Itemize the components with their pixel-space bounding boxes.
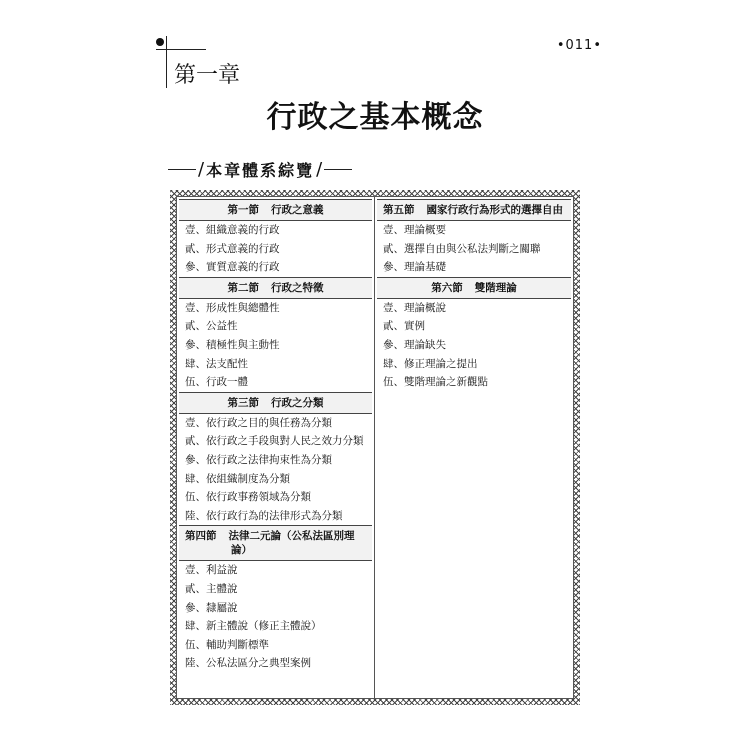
- section-title: 國家行政行為形式的選擇自由: [426, 204, 563, 216]
- outline-item: 陸、依行政行為的法律形式為分類: [185, 509, 343, 522]
- outline-item: 伍、雙階理論之新觀點: [383, 376, 488, 389]
- outline-item: 壹、形成性與總體性: [185, 301, 280, 314]
- section-title: 行政之分類: [271, 396, 324, 409]
- outline-item: 參、理論基礎: [383, 261, 446, 274]
- outline-item: 參、積極性與主動性: [185, 338, 280, 351]
- section-heading: [179, 277, 372, 299]
- section-heading: [179, 199, 372, 221]
- outline-item: 肆、新主體說（修正主體說）: [185, 620, 322, 633]
- outline-item: 貳、依行政之手段與對人民之效力分類: [185, 435, 364, 448]
- corner-rule-horizontal: [156, 49, 206, 50]
- section-5: [377, 199, 571, 277]
- chapter-title: 行政之基本概念: [266, 100, 484, 135]
- outline-item: 陸、公私法區分之典型案例: [185, 657, 311, 670]
- section-number: 第一節: [227, 204, 259, 216]
- section-heading: [179, 525, 372, 561]
- outline-item: 肆、修正理論之提出: [383, 357, 478, 370]
- overview-mark-left: /: [198, 159, 205, 180]
- corner-dot: [156, 38, 164, 46]
- outline-item: 貳、選擇自由與公私法判斷之關聯: [383, 242, 541, 255]
- outline-item: 貳、實例: [383, 320, 425, 333]
- outline-item: 壹、理論概說: [383, 301, 446, 314]
- section-1: [179, 199, 372, 277]
- outline-item: 壹、理論概要: [383, 224, 446, 236]
- section-number: 第二節: [227, 281, 259, 294]
- overview-rule-right: [324, 169, 352, 170]
- outline-item: 參、理論缺失: [383, 338, 446, 351]
- outline-right-column: [375, 197, 573, 698]
- overview-heading: [168, 158, 352, 181]
- corner-rule-vertical: [166, 36, 167, 88]
- section-number: 第四節: [185, 530, 217, 543]
- overview-title: 本章體系綜覽: [206, 161, 315, 180]
- outline-left-column: [177, 197, 375, 698]
- section-2: [179, 277, 372, 392]
- outline-item: 伍、行政一體: [185, 376, 248, 389]
- section-title: 法律二元論（公私法區別理: [228, 530, 355, 543]
- section-heading: [377, 277, 571, 299]
- outline-item: 壹、利益說: [185, 564, 238, 577]
- outline-item: 肆、依組織制度為分類: [185, 472, 290, 485]
- outline-item: 貳、公益性: [185, 320, 238, 333]
- outline-item: 壹、組織意義的行政: [185, 224, 280, 236]
- section-title: 行政之意義: [271, 204, 324, 216]
- section-heading: [179, 392, 372, 414]
- page-number: •011•: [556, 38, 602, 53]
- outline-item: 伍、輔助判斷標準: [185, 638, 269, 651]
- section-heading: [377, 199, 571, 221]
- section-6: [377, 277, 571, 392]
- chapter-label: 第一章: [174, 63, 241, 88]
- section-3: [179, 392, 372, 526]
- section-4: [179, 525, 372, 673]
- section-number: 第五節: [383, 204, 415, 216]
- section-title-continued: 論）: [231, 544, 252, 557]
- outline-item: 參、隸屬說: [185, 601, 238, 614]
- outline-item: 肆、法支配性: [185, 357, 248, 370]
- section-title: 雙階理論: [474, 281, 517, 294]
- outline-frame: [170, 190, 580, 705]
- overview-mark-right: /: [316, 159, 323, 180]
- section-number: 第六節: [431, 281, 463, 294]
- outline-item: 壹、依行政之目的與任務為分類: [185, 416, 332, 429]
- section-number: 第三節: [227, 396, 259, 409]
- outline-item: 伍、依行政事務領域為分類: [185, 491, 311, 504]
- overview-rule-left: [168, 169, 196, 170]
- outline-item: 貳、形式意義的行政: [185, 242, 280, 255]
- outline-box: [176, 196, 574, 699]
- outline-item: 參、依行政之法律拘束性為分類: [185, 453, 332, 466]
- section-title: 行政之特徵: [271, 281, 324, 294]
- outline-item: 參、實質意義的行政: [185, 261, 280, 274]
- outline-item: 貳、主體說: [185, 582, 238, 595]
